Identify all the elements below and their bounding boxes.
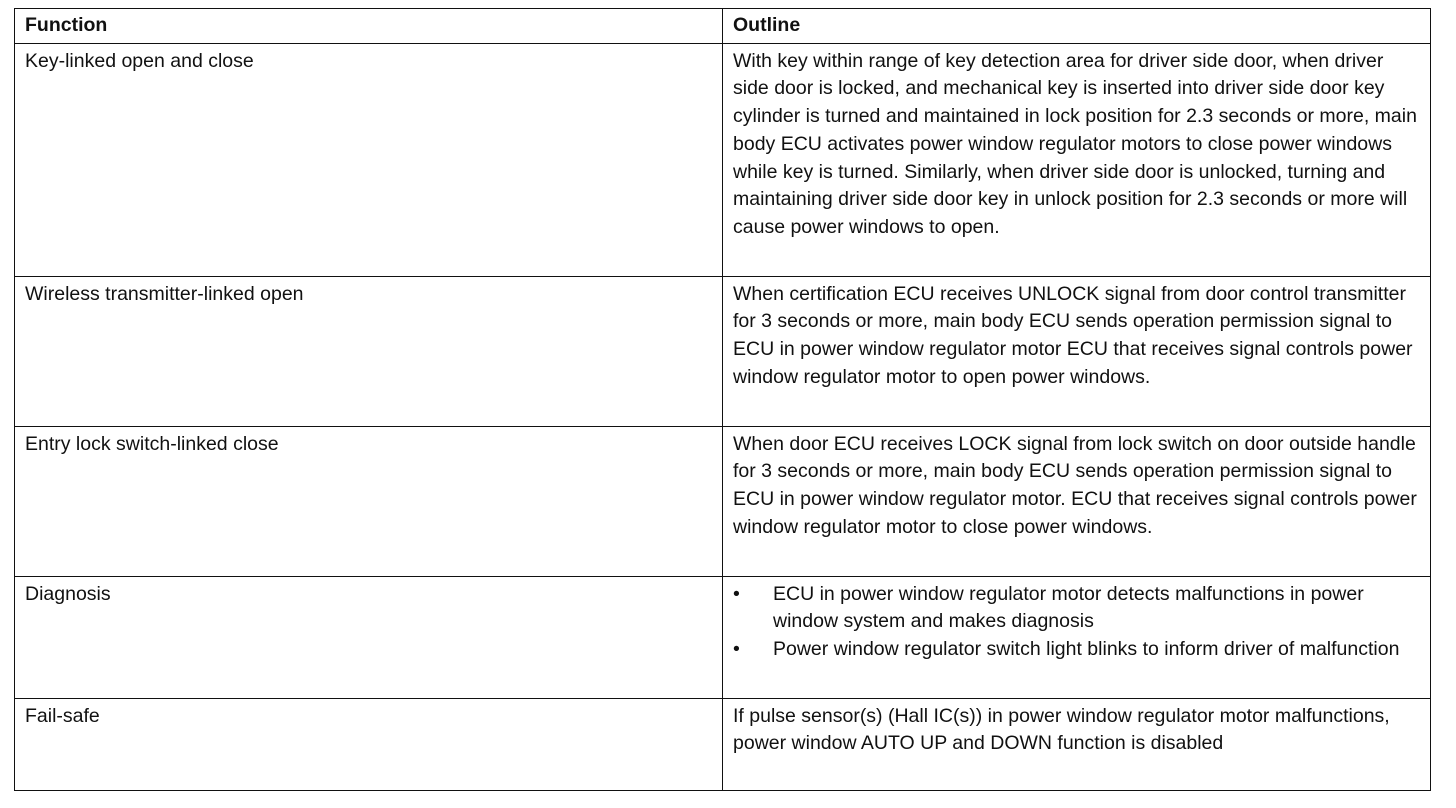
table-row: [15, 43, 1431, 276]
outline-cell: When certification ECU receives UNLOCK signal from door control transmitter for 3 seconds or more, main body ECU sends operation permission signal to ECU in power window regulator motor ECU that receives signal controls power window regulator motor to open power windows.: [723, 276, 1431, 426]
bullet-list: [733, 581, 1420, 664]
table-body: [15, 43, 1431, 790]
header-row: [15, 9, 1431, 44]
function-cell: Fail-safe: [15, 698, 723, 790]
bullet-item: [733, 636, 1420, 664]
outline-cell: If pulse sensor(s) (Hall IC(s)) in power window regulator motor malfunctions, power window AUTO UP and DOWN function is disabled: [723, 698, 1431, 790]
bullet-icon: •: [733, 638, 740, 661]
column-header-function: Function: [15, 9, 723, 44]
table-header: [15, 9, 1431, 44]
table-row: [15, 426, 1431, 576]
outline-cell: [723, 576, 1431, 698]
bullet-icon: •: [733, 582, 740, 605]
table-row: [15, 698, 1431, 790]
function-cell: Key-linked open and close: [15, 43, 723, 276]
outline-cell: When door ECU receives LOCK signal from lock switch on door outside handle for 3 seconds or more, main body ECU sends operation permission signal to ECU in power window regulator motor. ECU that receives signal controls power window regulator motor to close power windows.: [723, 426, 1431, 576]
function-cell: Wireless transmitter-linked open: [15, 276, 723, 426]
bullet-item: [733, 581, 1420, 636]
function-cell: Entry lock switch-linked close: [15, 426, 723, 576]
function-cell: Diagnosis: [15, 576, 723, 698]
table-row: [15, 576, 1431, 698]
function-outline-table: [14, 8, 1431, 791]
bullet-text: Power window regulator switch light blinks to inform driver of malfunction: [773, 638, 1400, 661]
outline-cell: With key within range of key detection area for driver side door, when driver side door is locked, and mechanical key is inserted into driver side door key cylinder is turned and maintained in lock position for 2.3 seconds or more, main body ECU activates power window regulator motors to close power windows while key is turned. Similarly, when driver side door is unlocked, turning and maintaining driver side door key in unlock position for 2.3 seconds or more will cause power windows to open.: [723, 43, 1431, 276]
bullet-text: ECU in power window regulator motor detects malfunctions in power window system and makes diagnosis: [773, 582, 1364, 633]
column-header-outline: Outline: [723, 9, 1431, 44]
table-row: [15, 276, 1431, 426]
